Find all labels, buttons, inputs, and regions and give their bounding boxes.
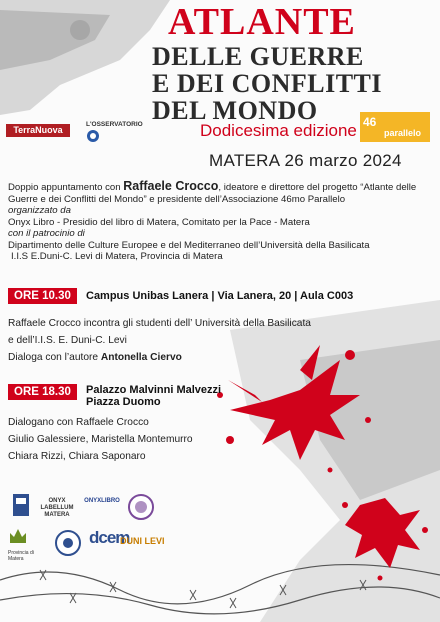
osservatorio-logo xyxy=(86,121,150,149)
title-line-1: ATLANTE xyxy=(168,1,356,43)
duni-levi-logo: DUNI LEVI xyxy=(120,536,165,546)
crest-icon xyxy=(12,493,30,517)
event1-time: ORE 10.30 xyxy=(8,288,77,304)
event1-line-3 xyxy=(8,352,182,363)
iis-logo xyxy=(55,530,81,556)
event-date: MATERA 26 marzo 2024 xyxy=(209,151,402,170)
provincia-logo xyxy=(8,527,38,562)
onyx-libro-logo: ONYXLIBRO xyxy=(84,498,120,504)
intro-line-1 xyxy=(8,181,432,194)
event1-venue: Campus Unibas Lanera | Via Lanera, 20 | Aula C003 xyxy=(86,290,354,302)
event2-venue-1: Palazzo Malvinni Malvezzi xyxy=(86,384,222,396)
provincia-text: Provincia di Matera xyxy=(8,550,34,562)
intro-line-2: Guerre e dei Conflitti del Mondo” e presidente dell’Associazione 46mo Parallelo xyxy=(8,193,346,205)
organizers: Onyx Libro - Presidio del libro di Matera, Comitato per la Pace - Matera xyxy=(8,216,310,228)
event2-line-3: Chiara Rizzi, Chiara Saponaro xyxy=(8,451,146,462)
round-seal-logo xyxy=(128,494,154,520)
shield-icon xyxy=(86,129,100,143)
title-line-2: DELLE GUERRE xyxy=(152,42,364,71)
onyx-labellum-logo: ONYX LABELLUM MATERA xyxy=(40,498,74,518)
patronage-2: I.I.S E.Duni-C. Levi di Matera, Provincia di Matera xyxy=(11,251,223,262)
crown-icon xyxy=(8,527,28,545)
circle-emblem-icon xyxy=(55,530,81,556)
intro-text: Doppio appuntamento con xyxy=(8,182,124,193)
event2-line-2: Giulio Galessiere, Maristella Montemurro xyxy=(8,434,193,445)
parallelo-text: parallelo xyxy=(384,128,422,138)
patronage-1: Dipartimento delle Culture Europee e del Mediterraneo dell’Università della Basilicata xyxy=(8,239,370,251)
title-line-3: E DEI CONFLITTI xyxy=(152,69,382,98)
seal-icon xyxy=(128,494,154,520)
dcem-logo: dcem xyxy=(89,528,130,547)
moderator-label: Dialoga con l’autore xyxy=(8,352,101,363)
university-logo xyxy=(12,493,30,517)
patronage-label: con il patrocinio di xyxy=(8,228,85,239)
moderator-name: Antonella Ciervo xyxy=(100,352,182,363)
event1-line-1: Raffaele Crocco incontra gli studenti dell’ Università della Basilicata xyxy=(8,318,311,329)
terranuova-logo: TerraNuova xyxy=(6,124,70,137)
parallelo-number: 46 xyxy=(363,115,377,129)
intro-text: , ideatore e direttore del progetto “Atlante delle xyxy=(218,182,417,193)
event2-venue-2: Piazza Duomo xyxy=(86,396,161,408)
title-line-4: DEL MONDO xyxy=(152,96,318,125)
speaker-name: Raffaele Crocco xyxy=(123,179,219,193)
intro-block xyxy=(8,181,432,263)
event2-line-1: Dialogano con Raffaele Crocco xyxy=(8,417,149,428)
edition-label: Dodicesima edizione xyxy=(200,121,357,140)
organized-label: organizzato da xyxy=(8,205,71,216)
event2-time: ORE 18.30 xyxy=(8,384,77,400)
osservatorio-text: L'OSSERVATORIO xyxy=(86,121,143,128)
parallelo-logo xyxy=(360,112,430,142)
event1-line-2: e dell’I.I.S. E. Duni-C. Levi xyxy=(8,335,127,346)
